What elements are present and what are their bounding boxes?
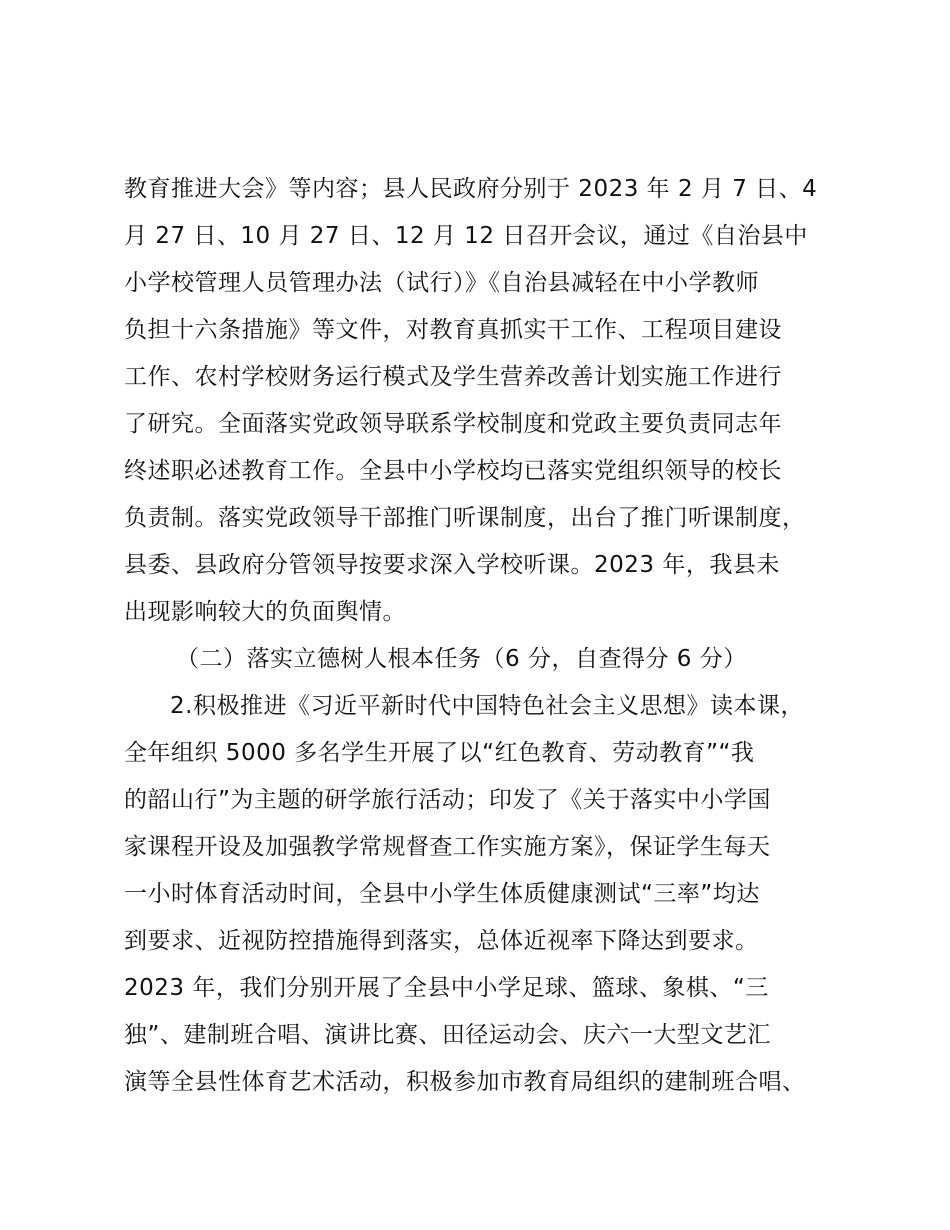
body-line: 了研究。全面落实党政领导联系学校制度和党政主要负责同志年 — [124, 411, 782, 437]
body-line: 家课程开设及加强教学常规督查工作实施方案》，保证学生每天 — [124, 834, 771, 860]
body-line: 负担十六条措施》等文件，对教育真抓实干工作、工程项目建设 — [124, 317, 782, 343]
section-heading: （二）落实立德树人根本任务（6 分，自查得分 6 分） — [176, 646, 747, 672]
body-line: 终述职必述教育工作。全县中小学校均已落实党组织领导的校长 — [124, 458, 782, 484]
body-line: 演等全县性体育艺术活动，积极参加市教育局组织的建制班合唱、 — [124, 1069, 806, 1095]
body-line: 小学校管理人员管理办法（试行）》《自治县减轻在中小学教师 — [124, 270, 759, 296]
paragraph-first-line: 2.积极推进《习近平新时代中国特色社会主义思想》读本课， — [170, 693, 804, 719]
body-line: 县委、县政府分管领导按要求深入学校听课。2023 年，我县未 — [124, 552, 780, 578]
body-line: 工作、农村学校财务运行模式及学生营养改善计划实施工作进行 — [124, 364, 782, 390]
body-line: 教育推进大会》等内容；县人民政府分别于 2023 年 2 月 7 日、4 — [124, 176, 818, 202]
body-line: 一小时体育活动时间，全县中小学生体质健康测试“三率”均达 — [124, 881, 760, 907]
body-line: 全年组织 5000 多名学生开展了以“红色教育、劳动教育”“我 — [124, 740, 755, 766]
body-line: 的韶山行”为主题的研学旅行活动；印发了《关于落实中小学国 — [124, 787, 771, 813]
body-line: 2023 年，我们分别开展了全县中小学足球、篮球、象棋、“三 — [124, 975, 769, 1001]
body-line: 到要求、近视防控措施得到落实，总体近视率下降达到要求。 — [124, 928, 759, 954]
document-body — [124, 166, 844, 1106]
body-line: 独”、建制班合唱、演讲比赛、田径运动会、庆六一大型文艺汇 — [124, 1022, 771, 1048]
body-line: 月 27 日、10 月 27 日、12 月 12 日召开会议，通过《自治县中 — [124, 223, 808, 249]
body-line: 出现影响较大的负面舆情。 — [124, 599, 406, 625]
body-line: 负责制。落实党政领导干部推门听课制度，出台了推门听课制度， — [124, 505, 806, 531]
